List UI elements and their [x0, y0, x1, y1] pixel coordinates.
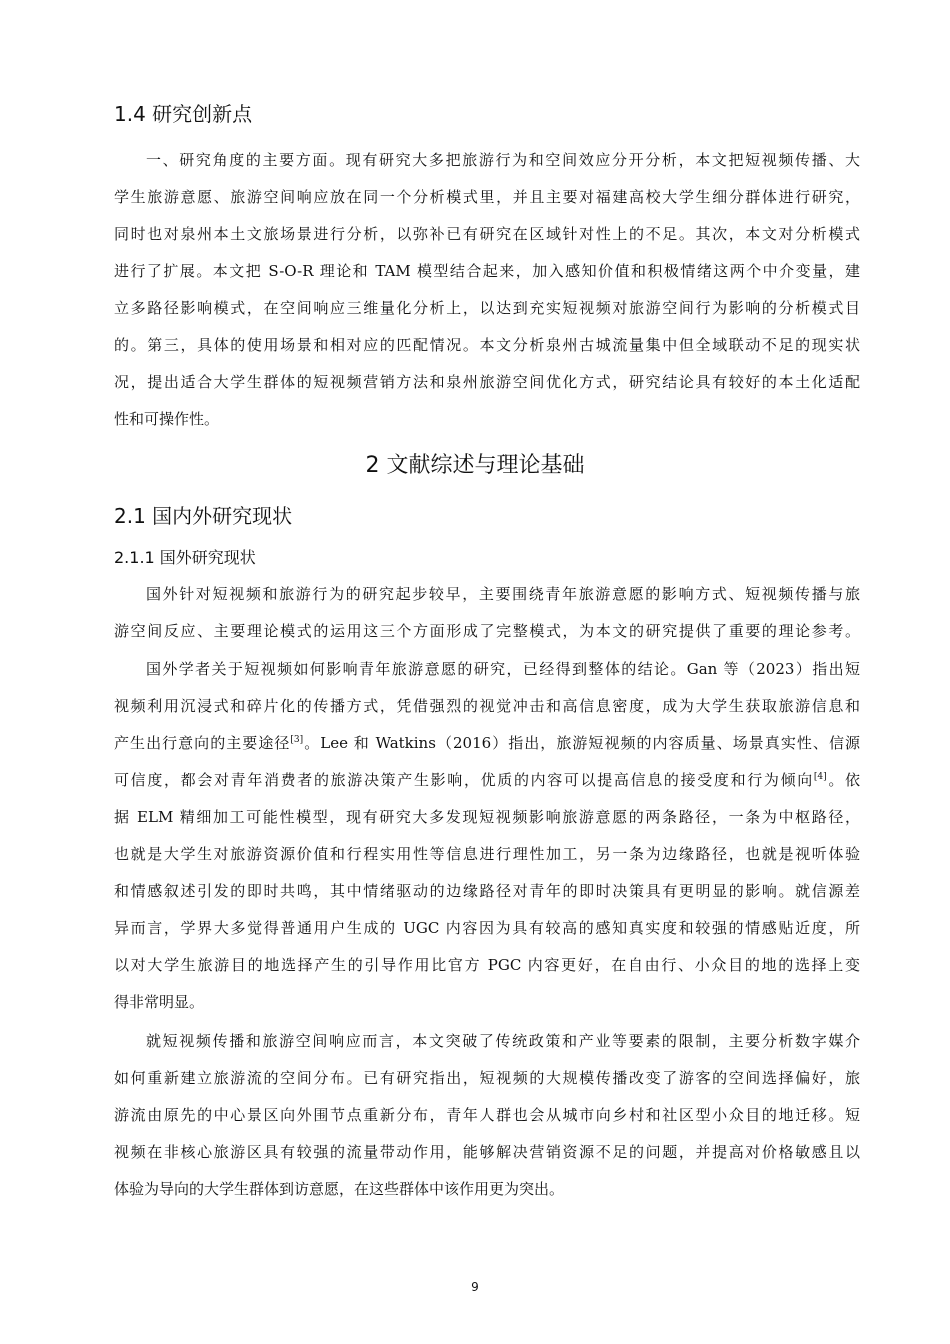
line-text: 。依: [826, 771, 860, 789]
paragraph-line: 以对大学生旅游目的地选择产生的引导作用比官方 PGC 内容更好，在自由行、小众目的地的选择上变: [114, 956, 860, 974]
chapter-title: 2 文献综述与理论基础: [365, 453, 585, 478]
paragraph-line: 和情感叙述引发的即时共鸣，其中情绪驱动的边缘路径对青年的即时决策具有更明显的影响。就信源差: [114, 882, 860, 900]
paragraph-line: 如何重新建立旅游流的空间分布。已有研究指出，短视频的大规模传播改变了游客的空间选择偏好，旅: [114, 1069, 860, 1087]
page-number: 9: [471, 1280, 479, 1294]
line-text: 可信度，都会对青年消费者的旅游决策产生影响，优质的内容可以提高信息的接受度和行为倾向: [114, 771, 814, 789]
paragraph-line: 就短视频传播和旅游空间响应而言，本文突破了传统政策和产业等要素的限制，主要分析数字媒介: [146, 1032, 860, 1050]
section-heading-1-4: 1.4 研究创新点: [114, 102, 253, 126]
paragraph-line: 视频利用沉浸式和碎片化的传播方式，凭借强烈的视觉冲击和高信息密度，成为大学生获取旅游信息和: [114, 697, 860, 715]
paragraph-line: 据 ELM 精细加工可能性模型，现有研究大多发现短视频影响旅游意愿的两条路径，一条为中枢路径，: [114, 808, 860, 826]
line-text: 产生出行意向的主要途径: [114, 734, 291, 752]
paragraph-line: 性和可操作性。: [114, 410, 220, 428]
line-text: 。Lee 和 Watkins（2016）指出，旅游短视频的内容质量、场景真实性、信源: [303, 734, 860, 752]
paragraph-line: 的。第三，具体的使用场景和相对应的匹配情况。本文分析泉州古城流量集中但全域联动不足的现实状: [114, 336, 860, 354]
paragraph-line: [114, 769, 860, 791]
paragraph-line: 进行了扩展。本文把 S-O-R 理论和 TAM 模型结合起来，加入感知价值和积极情绪这两个中介变量，建: [114, 262, 860, 280]
paragraph-line: 得非常明显。: [114, 993, 205, 1011]
paragraph-line: 国外学者关于短视频如何影响青年旅游意愿的研究，已经得到整体的结论。Gan 等（2023）指出短: [146, 660, 860, 678]
paragraph-line: 视频在非核心旅游区具有较强的流量带动作用，能够解决营销资源不足的问题，并提高对价格敏感且以: [114, 1143, 860, 1161]
paragraph-line: 立多路径影响模式，在空间响应三维量化分析上，以达到充实短视频对旅游空间行为影响的分析模式目: [114, 299, 860, 317]
paragraph-line: 游流由原先的中心景区向外围节点重新分布，青年人群也会从城市向乡村和社区型小众目的地迁移。短: [114, 1106, 860, 1124]
subsection-heading-2-1-1: 2.1.1 国外研究现状: [114, 548, 256, 567]
citation-ref: [3]: [290, 735, 304, 745]
paragraph-line: 游空间反应、主要理论模式的运用这三个方面形成了完整模式，为本文的研究提供了重要的理论参考。: [114, 622, 860, 640]
section-heading-2-1: 2.1 国内外研究现状: [114, 504, 293, 528]
paragraph-line: 国外针对短视频和旅游行为的研究起步较早，主要围绕青年旅游意愿的影响方式、短视频传播与旅: [146, 585, 860, 603]
paragraph-line: 一、研究角度的主要方面。现有研究大多把旅游行为和空间效应分开分析，本文把短视频传播、大: [146, 151, 860, 169]
paragraph-line: 也就是大学生对旅游资源价值和行程实用性等信息进行理性加工，另一条为边缘路径，也就是视听体验: [114, 845, 860, 863]
paragraph-line: 况，提出适合大学生群体的短视频营销方法和泉州旅游空间优化方式，研究结论具有较好的本土化适配: [114, 373, 860, 391]
paragraph-line: 学生旅游意愿、旅游空间响应放在同一个分析模式里，并且主要对福建高校大学生细分群体进行研究，: [114, 188, 860, 206]
citation-ref: [4]: [813, 772, 827, 782]
paragraph-line: 体验为导向的大学生群体到访意愿，在这些群体中该作用更为突出。: [114, 1180, 565, 1198]
paragraph-line: 异而言，学界大多觉得普通用户生成的 UGC 内容因为具有较高的感知真实度和较强的情感贴近度，所: [114, 919, 860, 937]
paragraph-line: [114, 732, 860, 754]
paragraph-line: 同时也对泉州本土文旅场景进行分析，以弥补已有研究在区域针对性上的不足。其次，本文对分析模式: [114, 225, 860, 243]
